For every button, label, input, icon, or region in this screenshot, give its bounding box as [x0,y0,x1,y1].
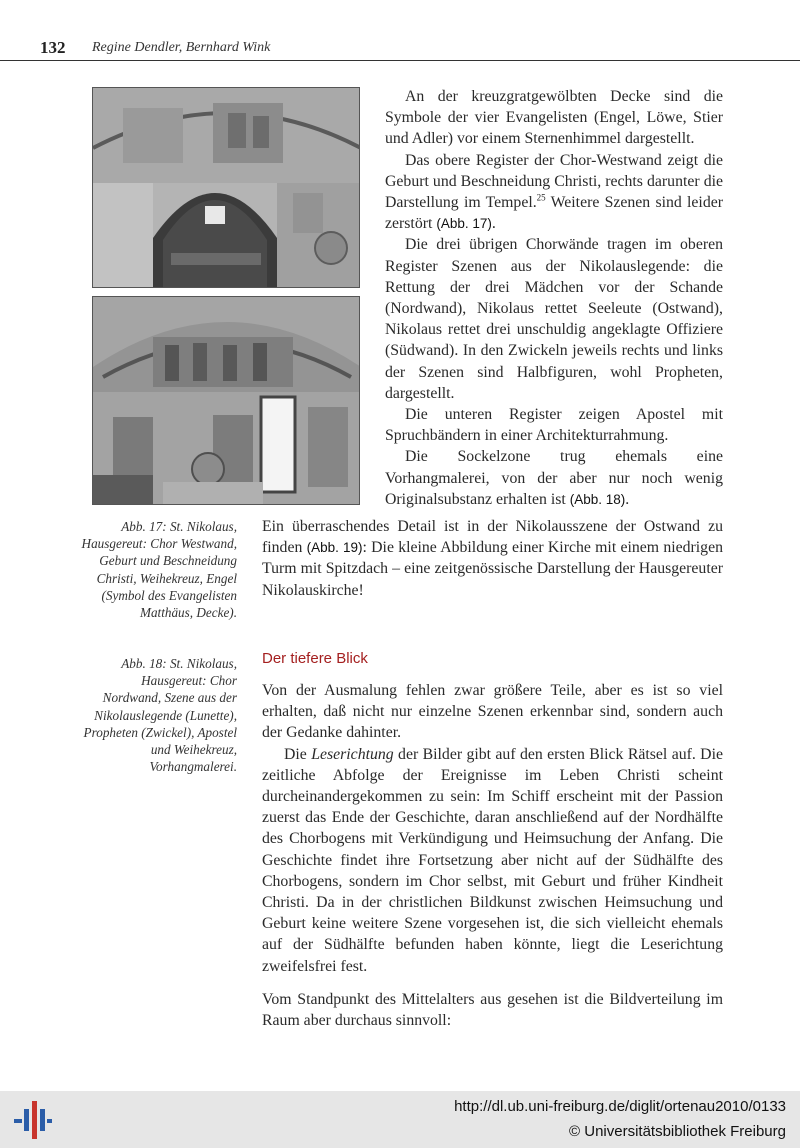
figure-abb17-photo [92,87,360,288]
figure-reference-link[interactable]: (Abb. 18) [569,491,626,507]
figure-caption-abb17: Abb. 17: St. Nikolaus, Hausgereut: Chor Westwand, Geburt und Beschneidung Christi, Weihekreuz, Engel (Symbol des Evangelisten Matthäus, Decke). [81,519,237,621]
paragraph-text: Die [284,745,312,763]
paragraph: Vom Standpunkt des Mittelalters aus gesehen ist die Bildverteilung im Raum aber durchaus sinnvoll: [262,991,723,1030]
figure-reference-link[interactable]: (Abb. 19) [306,540,363,556]
running-header [0,36,800,61]
footer-bar [0,1091,800,1148]
paragraph-text: Die Sockelzone trug ehemals eine Vorhangmalerei, von der aber nur noch wenig Originalsubstanz erhalten ist [385,448,723,508]
paragraph-text: . [491,215,496,233]
figure-reference-link[interactable]: (Abb. 17) [436,216,492,232]
running-header-authors: Regine Dendler, Bernhard Wink [92,40,271,55]
body-text-block [262,680,723,977]
paragraph: Die drei übrigen Chorwände tragen im oberen Register Szenen aus der Nikolauslegende: die Rettung der drei Mädchen vor der Schande (Nordwand), Nikolaus rettet Seeleute (Ostwand), Nikolaus rettet drei unschuldig angeklagte Offiziere (Südwand). In den Zwickeln jeweils rechts und links der Szenen sind Halbfiguren, wohl Propheten, dargestellt. [385,236,723,402]
paragraph-text: Weitere Szenen sind leider zerstört [385,194,723,233]
paragraph-text: der Bilder gibt auf den ersten Blick Rätsel auf. Die zeitliche Abfolge der Ereignisse im Leben Christi scheint durcheinandergekommen zu sein: Im Schiff erscheint mit der Passion zuerst das Ende der Geschichte, daran anschließend auf der Nordhälfte des Chorbogens mit Verkündigung und Heimsuchung der Anfang. Die Geschichte findet ihre Fortsetzung aber nicht auf der Südhälfte des Chorbogens, sondern im Chor selbst, mit Geburt und früher Kindheit Christi. Da in der christlichen Bildkunst zwischen Heimsuchung und Geburt keine weitere Szene vorgesehen ist, die sich vielleicht ehemals auf der Südhälfte befunden haben könnte, liegt die Leserichtung zweifelsfrei fest. [262,745,723,975]
right-column-text [385,86,723,510]
university-library-logo-icon [12,1099,52,1141]
paragraph [385,446,723,510]
footnote-marker[interactable]: 25 [536,192,546,203]
source-url-link[interactable]: http://dl.ub.uni-freiburg.de/diglit/ortenau2010/0133 [454,1098,786,1115]
body-text-block [262,989,723,1031]
figure-abb18-photo [92,296,360,505]
paragraph [262,516,723,601]
page-number: 132 [40,38,66,57]
paragraph: Von der Ausmalung fehlen zwar größere Teile, aber es ist so viel erhalten, daß nicht nur einzelne Szenen erkennbar sind, sondern auch der Gedanke dahinter. [262,682,723,742]
paragraph [262,744,723,977]
paragraph-text: : Die kleine Abbildung einer Kirche mit einem niedrigen Turm mit Spitzdach – eine zeitgenössische Darstellung der Hausgereuter Nikolauskirche! [262,539,723,599]
figure-caption-abb18: Abb. 18: St. Nikolaus, Hausgereut: Chor Nordwand, Szene aus der Nikolauslegende (Lunette), Propheten (Zwickel), Apostel und Weihekreuz, Vorhangmalerei. [83,656,237,775]
paragraph: An der kreuzgratgewölbten Decke sind die Symbole der vier Evangelisten (Engel, Löwe, Stier und Adler) vor einem Sternenhimmel dargestellt. [385,88,723,148]
body-text-block [262,516,723,601]
section-heading: Der tiefere Blick [262,650,368,667]
copyright-notice: © Universitätsbibliothek Freiburg [569,1123,786,1140]
paragraph-text: . [625,490,630,508]
paragraph-text: Ein überraschendes Detail ist in der Nikolausszene der Ostwand zu finden [262,518,723,557]
paragraph: Die unteren Register zeigen Apostel mit Spruchbändern in einer Architekturrahmung. [385,406,723,445]
paragraph [385,150,723,235]
emphasis: Leserichtung [311,745,394,763]
paragraph-text: Das obere Register der Chor-Westwand zeigt die Geburt und Beschneidung Christi, rechts darunter die Darstellung im Tempel. [385,151,723,212]
